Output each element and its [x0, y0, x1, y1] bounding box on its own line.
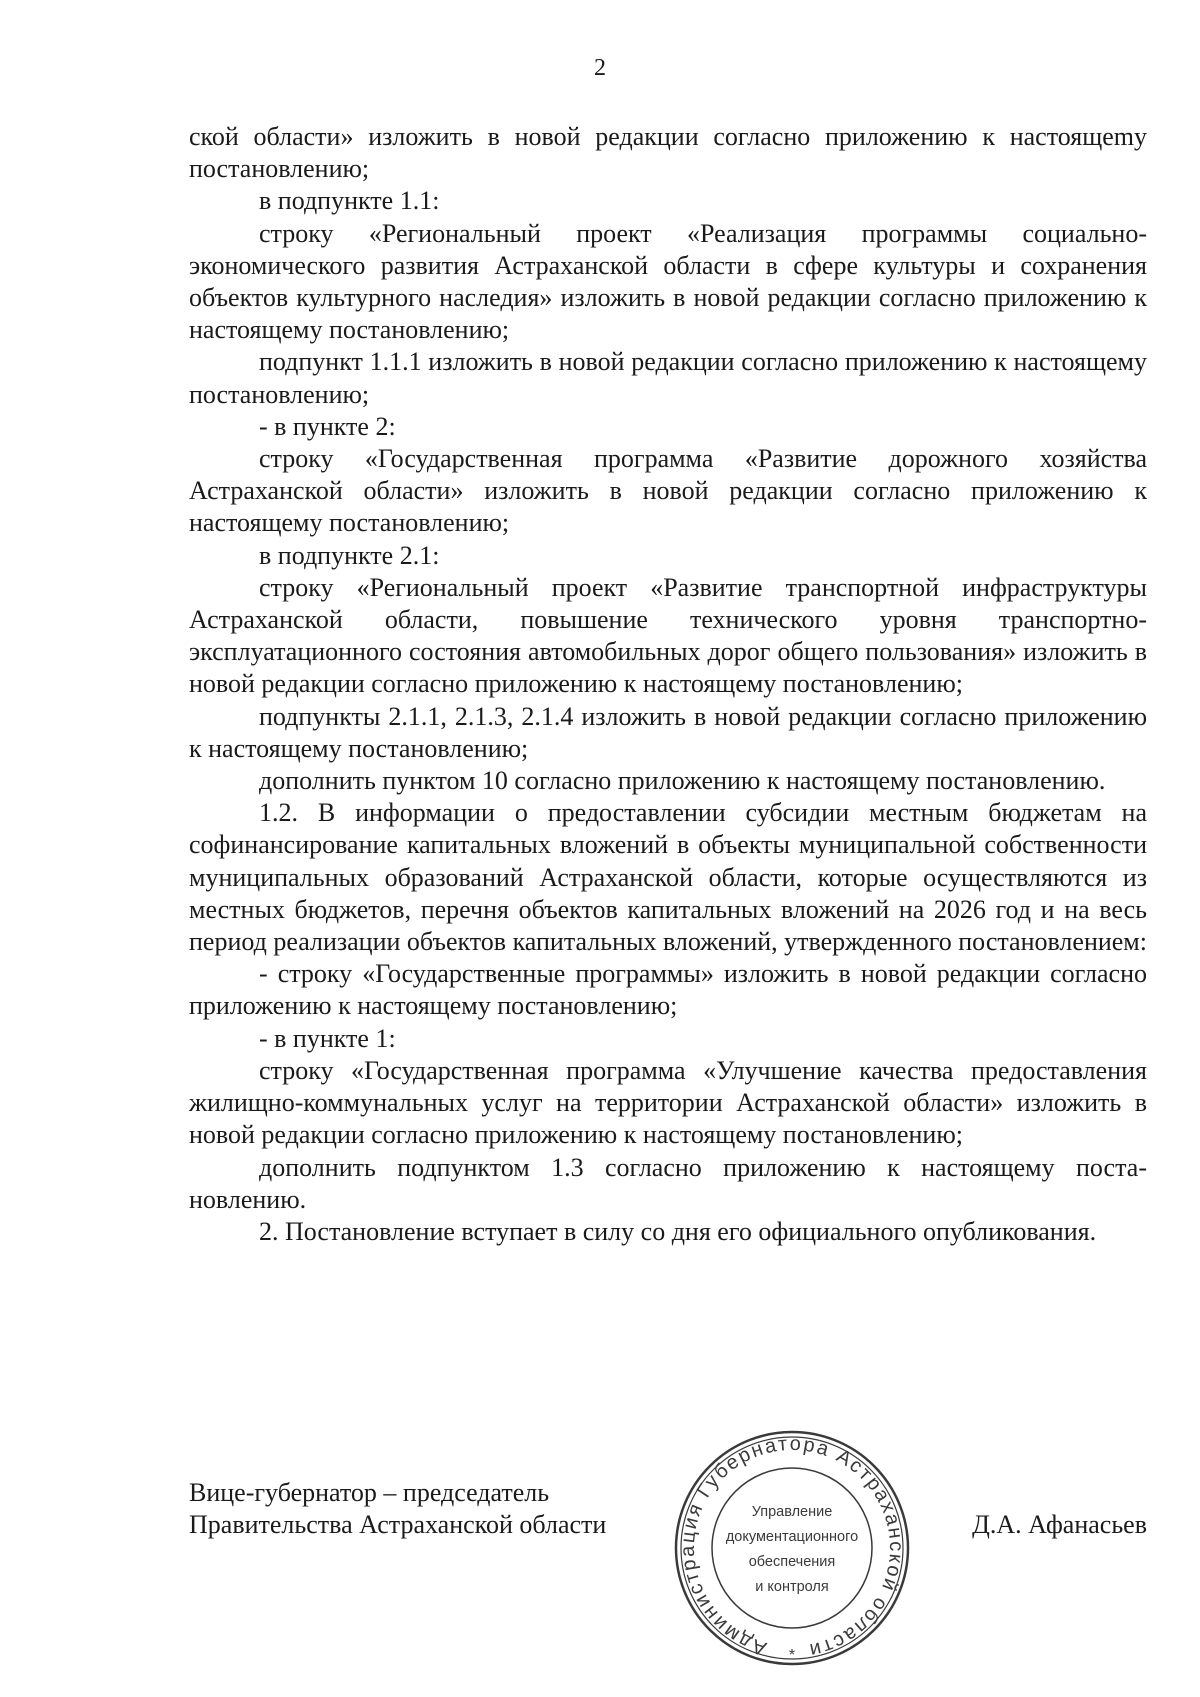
paragraph: строку «Государственная программа «Улучшение качества предоставления жилищно-коммунальных услуг на территории Астраханской области» изложить в новой редакции согласно приложению к настоящему постановлению;: [189, 1055, 1147, 1150]
signatory-name: Д.А. Афанасьев: [972, 1510, 1147, 1539]
stamp-inner-line-3: обеспечения: [748, 1554, 836, 1570]
paragraph: - в пункте 1:: [259, 1023, 396, 1053]
page-number: 2: [594, 55, 606, 81]
paragraph: подпункты 2.1.1, 2.1.3, 2.1.4 изложить в новой редакции согласно приложению к настоящему постановлению;: [189, 701, 1147, 763]
paragraph: ской области» изложить в новой редакции согласно приложению к настоящеmу постановлению;: [189, 122, 1147, 184]
paragraph: дополнить подпунктом 1.3 согласно приложению к настоящему постановлению.: [189, 1152, 1147, 1214]
signature-title-line-1: Вице-губернатор – председатель: [189, 1478, 550, 1507]
paragraph: дополнить пунктом 10 согласно приложению к настоящему постановлению.: [259, 766, 1106, 796]
paragraph: - в пункте 2:: [259, 411, 396, 441]
official-stamp: [672, 1428, 912, 1668]
paragraph: в подпункте 2.1:: [259, 540, 440, 570]
stamp-seal: [672, 1428, 912, 1668]
paragraph: 2. Постановление вступает в силу со дня его официального опубликования.: [259, 1216, 1097, 1246]
paragraph: 1.2. В информации о предоставлении субсидии местным бюджетам на софинансирование капитальных вложений в объекты муниципальной собственности муниципальных образований Астраханской области, которые осуществляются из местных бюджетов, перечня объектов капитальных вложений на 2026 год и на весь период реализации объектов капитальных вложений, утвержденного постановлением:: [189, 798, 1147, 957]
paragraph: в подпункте 1.1:: [259, 186, 440, 216]
stamp-inner-line-4: и контроля: [755, 1579, 829, 1595]
paragraph: - строку «Государственные программы» изложить в новой редакции согласно приложению к настоящему постановлению;: [189, 959, 1147, 1021]
stamp-inner-line-1: Управление: [751, 1504, 833, 1520]
stamp-ring-text: Администрация Губернатора Астраханской области: [676, 1432, 908, 1662]
signature-title-line-2: Правительства Астраханской области: [189, 1510, 607, 1539]
paragraph: строку «Региональный проект «Развитие транспортной инфраструктуры Астраханской области, повышение технического уровня транспортно-эксплуатационного состояния автомобильных дорог общего пользования» изложить в новой редакции согласно приложению к настоящему постановлению;: [189, 572, 1147, 699]
paragraph: строку «Государственная программа «Развитие дорожного хозяйства Астраханской области» изложить в новой редакции согласно приложению к настоящему постановлению;: [189, 444, 1147, 538]
stamp-inner-line-2: документационного: [725, 1529, 859, 1545]
document-body: [189, 121, 1147, 1248]
stamp-star-icon: *: [788, 1647, 796, 1664]
paragraph: подпункт 1.1.1 изложить в новой редакции согласно приложению к настоящему постановлению;: [189, 347, 1147, 409]
paragraph: строку «Региональный проект «Реализация программы социально-экономического развития Астраханской области в сфере культуры и сохранения объектов культурного наследия» изложить в новой редакции согласно приложению к настоящему постановлению;: [189, 218, 1147, 345]
